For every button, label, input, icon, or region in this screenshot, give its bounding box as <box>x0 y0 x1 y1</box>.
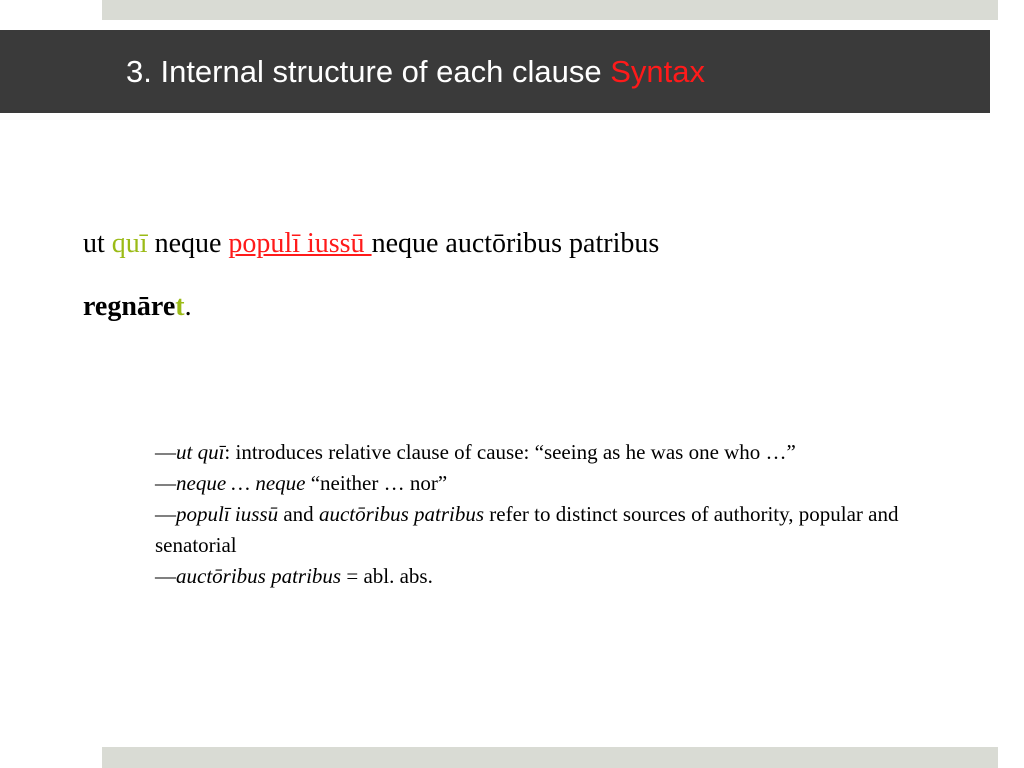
latin-word-neque: neque <box>147 228 229 259</box>
note-term-2: auctōribus patribus <box>318 502 485 526</box>
note-term: neque … neque <box>176 471 306 495</box>
slide-title-accent: Syntax <box>610 54 705 89</box>
note-term: populī iussū <box>176 502 279 526</box>
note-dash: — <box>155 440 176 464</box>
latin-phrase-auctoribus-patribus: neque auctōribus patribus <box>371 228 660 259</box>
note-text: = abl. abs. <box>341 564 433 588</box>
note-dash: — <box>155 471 176 495</box>
note-text: and <box>278 502 319 526</box>
note-term: ut quī <box>176 440 225 464</box>
note-text: : introduces relative clause of cause: “seeing as he was one who …” <box>224 440 796 464</box>
notes-list <box>155 437 985 592</box>
note-dash: — <box>155 564 176 588</box>
note-term: auctōribus patribus <box>176 564 342 588</box>
bottom-decor-bar <box>102 747 998 768</box>
note-text: “neither … nor” <box>305 471 448 495</box>
note-text-2: refer to distinct sources of authority, popular and senatorial <box>155 502 899 557</box>
latin-period: . <box>184 291 192 322</box>
note-item <box>155 468 985 499</box>
top-decor-bar <box>102 0 998 20</box>
slide-title <box>126 52 705 92</box>
latin-verb-stem: regnāre <box>83 291 176 322</box>
note-item <box>155 499 985 561</box>
note-dash: — <box>155 502 176 526</box>
latin-phrase-populi-iussu: populī iussū <box>228 228 372 259</box>
slide-title-main: 3. Internal structure of each clause <box>126 54 611 89</box>
note-item <box>155 437 985 468</box>
latin-verb-ending: t <box>175 291 185 322</box>
note-item <box>155 561 985 592</box>
latin-word-qui: quī <box>111 228 148 259</box>
latin-word-ut: ut <box>83 228 112 259</box>
latin-sentence <box>83 212 883 338</box>
